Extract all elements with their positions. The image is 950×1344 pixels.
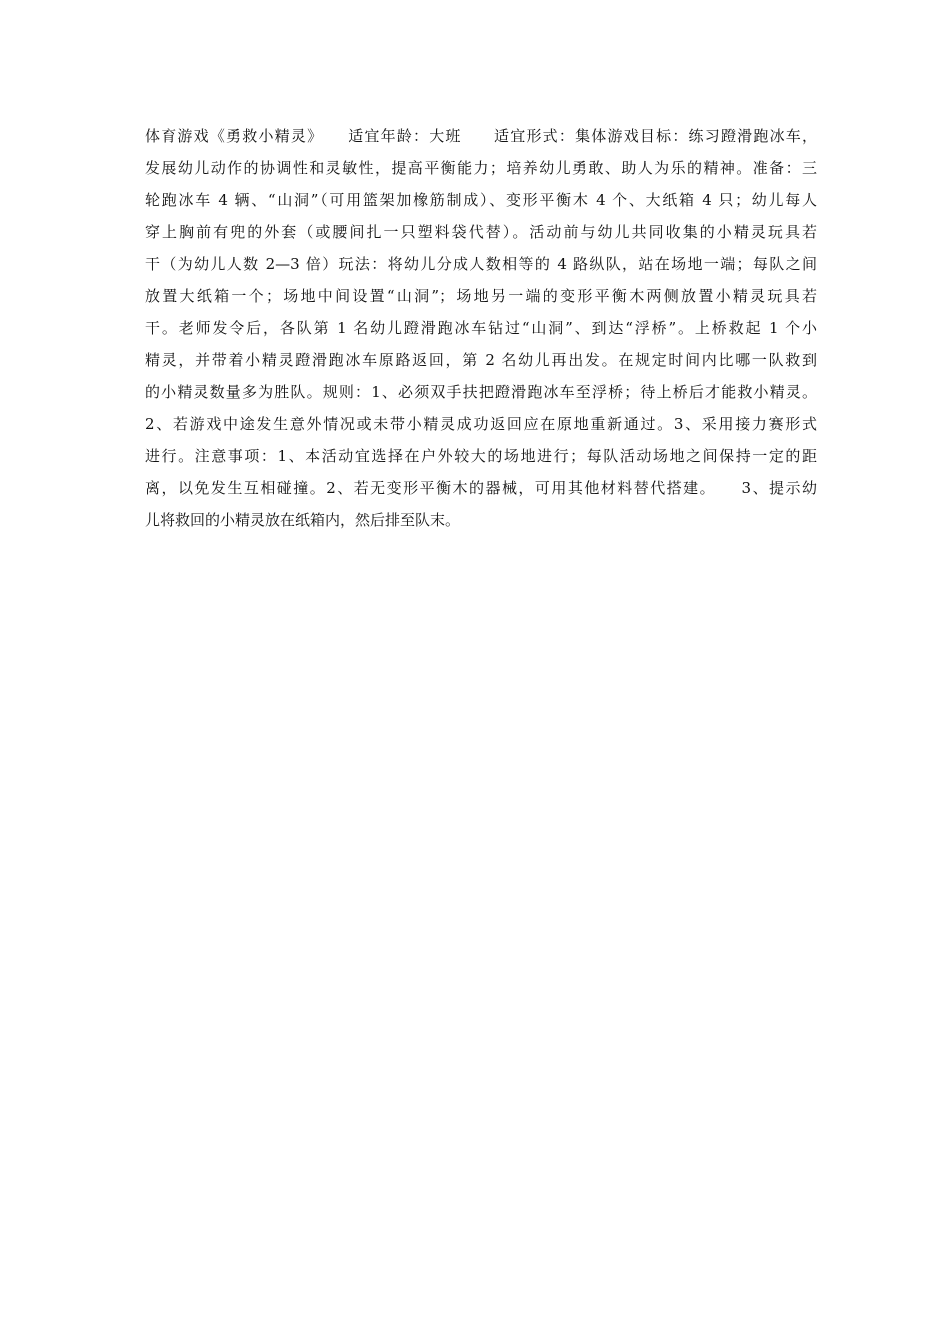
document-body bbox=[145, 120, 817, 536]
body-line: 干。老师发令后，各队第 1 名幼儿蹬滑跑冰车钻过“山洞”、到达“浮桥”。上桥救起 1 个小 bbox=[145, 319, 817, 337]
body-line: 的小精灵数量多为胜队。规则：1、必须双手扶把蹬滑跑冰车至浮桥；待上桥后才能救小精灵。 bbox=[145, 383, 817, 401]
body-line: 2、若游戏中途发生意外情况或未带小精灵成功返回应在原地重新通过。3、采用接力赛形式 bbox=[145, 415, 817, 433]
body-line: 轮跑冰车 4 辆、“山洞”（可用篮架加橡筋制成）、变形平衡木 4 个、大纸箱 4 只；幼儿每人 bbox=[145, 191, 817, 209]
body-line: 儿将救回的小精灵放在纸箱内，然后排至队末。 bbox=[145, 511, 461, 529]
body-line: 放置大纸箱一个；场地中间设置“山洞”；场地另一端的变形平衡木两侧放置小精灵玩具若 bbox=[145, 287, 817, 305]
body-line: 体育游戏《勇救小精灵》 适宜年龄：大班 适宜形式：集体游戏目标：练习蹬滑跑冰车， bbox=[145, 127, 817, 145]
body-line: 发展幼儿动作的协调性和灵敏性，提高平衡能力；培养幼儿勇敢、助人为乐的精神。准备：三 bbox=[145, 159, 817, 177]
body-line: 干（为幼儿人数 2—3 倍）玩法：将幼儿分成人数相等的 4 路纵队，站在场地一端；每队之间 bbox=[145, 255, 817, 273]
body-line: 精灵，并带着小精灵蹬滑跑冰车原路返回，第 2 名幼儿再出发。在规定时间内比哪一队救到 bbox=[145, 351, 817, 369]
body-line: 穿上胸前有兜的外套（或腰间扎一只塑料袋代替）。活动前与幼儿共同收集的小精灵玩具若 bbox=[145, 223, 817, 241]
body-line: 进行。注意事项：1、本活动宜选择在户外较大的场地进行；每队活动场地之间保持一定的距 bbox=[145, 447, 817, 465]
body-line: 离，以免发生互相碰撞。2、若无变形平衡木的器械，可用其他材料替代搭建。 3、提示幼 bbox=[145, 479, 817, 497]
